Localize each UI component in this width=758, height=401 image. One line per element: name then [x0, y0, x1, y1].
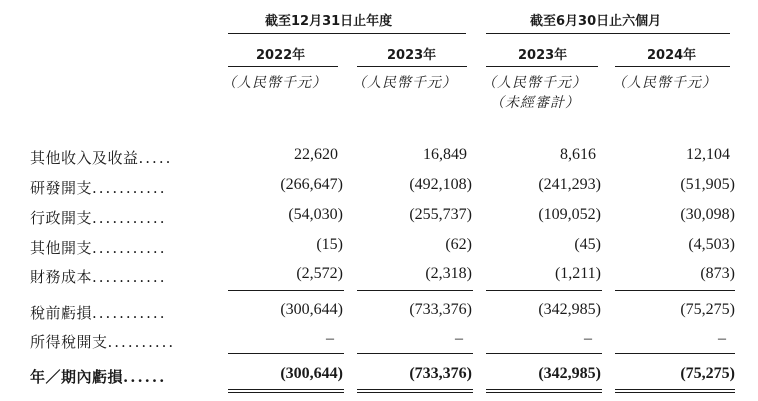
- row-label-income-tax: 所得稅開支..........: [30, 333, 176, 351]
- column-unit-3: （人民幣千元）: [482, 75, 587, 91]
- cell-loss-before-tax-2023: (733,376): [409, 301, 472, 318]
- cell-income-tax-2023: –: [455, 330, 463, 347]
- total-rule-2: [357, 353, 473, 354]
- column-rule-3: [486, 66, 598, 67]
- cell-income-tax-2024h: –: [718, 330, 726, 347]
- row-label-rnd: 研發開支...........: [30, 179, 167, 197]
- column-year-2022: 2022年: [256, 48, 306, 63]
- group-header-year-rule: [228, 33, 466, 34]
- cell-finance-costs-2023h: (1,211): [554, 265, 601, 282]
- column-unit-2: （人民幣千元）: [352, 75, 457, 91]
- cell-admin-2024h: (30,098): [680, 206, 735, 223]
- row-label-admin: 行政開支...........: [30, 209, 167, 227]
- row-label-other-expenses: 其他開支...........: [30, 239, 167, 257]
- subtotal-rule-1: [228, 290, 344, 291]
- column-unit-4: （人民幣千元）: [612, 75, 717, 91]
- column-unit-1: （人民幣千元）: [222, 75, 327, 91]
- double-rule-1: [228, 389, 344, 393]
- column-rule-1: [228, 66, 338, 67]
- subtotal-rule-3: [486, 290, 602, 291]
- cell-finance-costs-2022: (2,572): [296, 265, 343, 282]
- cell-loss-before-tax-2024h: (75,275): [680, 301, 735, 318]
- total-rule-4: [615, 353, 735, 354]
- cell-other-income-2023h: 8,616: [560, 146, 596, 163]
- cell-admin-2023: (255,737): [409, 206, 472, 223]
- row-label-other-income: 其他收入及收益.....: [30, 149, 173, 167]
- group-header-year: 截至12月31日止年度: [265, 14, 393, 29]
- cell-loss-for-period-2023: (733,376): [409, 365, 472, 382]
- cell-rnd-2023: (492,108): [409, 176, 472, 193]
- cell-other-expenses-2022: (15): [316, 236, 343, 253]
- cell-income-tax-2022: –: [326, 330, 334, 347]
- cell-loss-for-period-2022: (300,644): [280, 365, 343, 382]
- total-rule-1: [228, 353, 344, 354]
- column-year-2024-half: 2024年: [647, 48, 697, 63]
- cell-admin-2022: (54,030): [288, 206, 343, 223]
- cell-rnd-2024h: (51,905): [680, 176, 735, 193]
- column-year-2023-half: 2023年: [518, 48, 568, 63]
- column-unit-3-note: （未經審計）: [490, 95, 580, 111]
- cell-finance-costs-2023: (2,318): [425, 265, 472, 282]
- cell-other-expenses-2023: (62): [445, 236, 472, 253]
- double-rule-4: [615, 389, 735, 393]
- column-rule-4: [615, 66, 730, 67]
- cell-loss-for-period-2023h: (342,985): [538, 365, 601, 382]
- cell-other-income-2022: 22,620: [294, 146, 338, 163]
- cell-rnd-2022: (266,647): [280, 176, 343, 193]
- row-label-loss-before-tax: 稅前虧損...........: [30, 304, 167, 322]
- group-header-half: 截至6月30日止六個月: [530, 14, 662, 29]
- subtotal-rule-4: [615, 290, 735, 291]
- subtotal-rule-2: [357, 290, 473, 291]
- cell-finance-costs-2024h: (873): [700, 265, 735, 282]
- double-rule-2: [357, 389, 473, 393]
- group-header-half-rule: [486, 33, 730, 34]
- row-label-loss-for-period: 年／期內虧損......: [30, 368, 167, 386]
- cell-rnd-2023h: (241,293): [538, 176, 601, 193]
- cell-loss-for-period-2024h: (75,275): [680, 365, 735, 382]
- cell-other-income-2023: 16,849: [423, 146, 467, 163]
- row-label-finance-costs: 財務成本...........: [30, 268, 167, 286]
- cell-loss-before-tax-2022: (300,644): [280, 301, 343, 318]
- total-rule-3: [486, 353, 602, 354]
- double-rule-3: [486, 389, 602, 393]
- cell-admin-2023h: (109,052): [538, 206, 601, 223]
- cell-other-expenses-2023h: (45): [574, 236, 601, 253]
- cell-income-tax-2023h: –: [584, 330, 592, 347]
- column-rule-2: [357, 66, 467, 67]
- cell-other-expenses-2024h: (4,503): [688, 236, 735, 253]
- cell-other-income-2024h: 12,104: [686, 146, 730, 163]
- column-year-2023: 2023年: [387, 48, 437, 63]
- cell-loss-before-tax-2023h: (342,985): [538, 301, 601, 318]
